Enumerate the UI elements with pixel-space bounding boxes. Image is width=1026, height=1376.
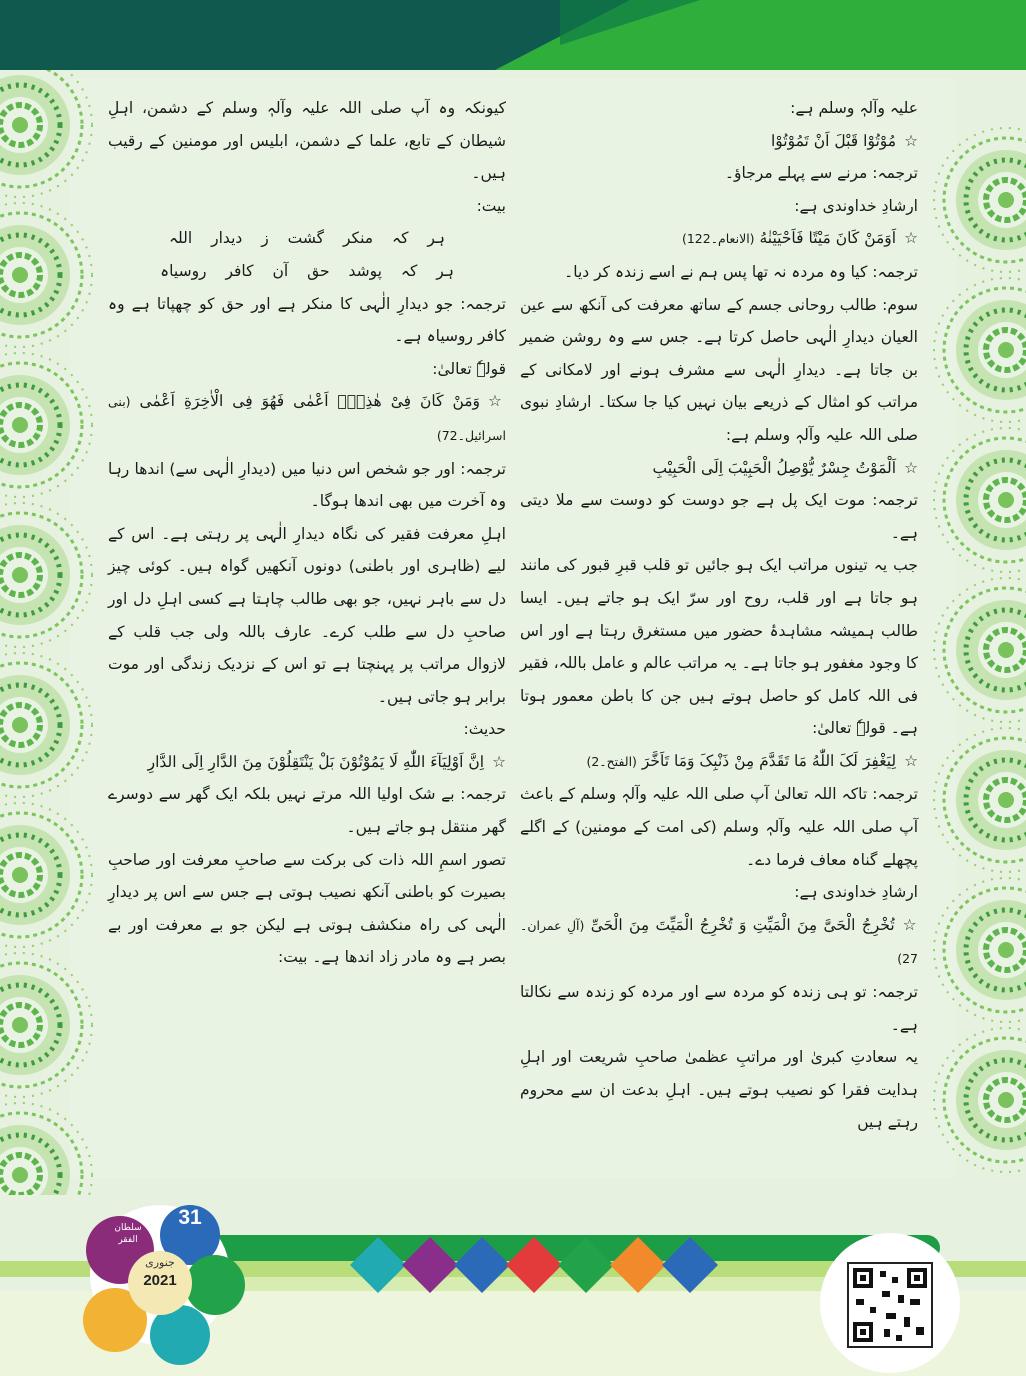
para: ترجمہ: تاکہ اللہ تعالیٰ آپ صلی اللہ علیہ وآلہٖ وسلم کے باعث آپ صلی اللہ علیہ وآلہٖ وسلم (کی امت کے مومنین) کے اگلے پچھلے گناہ معاف فرما دے۔ xyxy=(520,785,918,869)
para: ترجمہ: جو دیدارِ الٰہی کا منکر ہے اور حق کو چھپاتا ہے وہ کافر روسیاہ ہے۔ xyxy=(108,294,506,346)
right-column xyxy=(520,92,918,1139)
para: حدیث: xyxy=(463,720,506,739)
ayah: ☆لِیَغْفِرَ لَکَ اللّٰهُ مَا تَقَدَّمَ مِنْ ذَنْبِکَ وَمَا تَاَخَّرَ (الفتح۔2) xyxy=(586,751,918,770)
left-ornament-column xyxy=(0,70,92,1200)
para: ترجمہ: موت ایک پل ہے جو دوست کو دوست سے ملا دیتی ہے۔ xyxy=(520,491,918,542)
issue-year: 2021 xyxy=(143,1272,177,1289)
star-icon: ☆ xyxy=(904,751,918,770)
para: ارشادِ خداوندی ہے: xyxy=(794,196,918,215)
para: جب یہ تینوں مراتب ایک ہو جائیں تو قلب قبرِ قبور کی مانند ہو جاتا ہے اور قلب، روح اور سرّ ایک ہو جاتے ہیں۔ ایسا طالب ہمیشہ مشاہدۂ حضور میں مستغرق رہتا ہے اور اس کا وجود مغفور ہو جاتا ہے۔ یہ مراتب عالم و عامل باللہ، فقیر فی اللہ کامل کو حاصل ہوتے ہیں جن کا باطن معمور ہوتا ہے۔ قولہٗ تعالیٰ: xyxy=(520,556,918,738)
star-icon: ☆ xyxy=(904,458,918,477)
star-icon: ☆ xyxy=(492,752,506,771)
poem-line: ہر کہ پوشد حق آن کافر روسیاہ xyxy=(160,261,454,280)
ayah: ☆مُوْتُوْا قَبْلَ اَنْ تَمُوْتُوْا xyxy=(770,131,918,150)
para: ترجمہ: بے شک اولیا اللہ مرتے نہیں بلکہ ایک گھر سے دوسرے گھر منتقل ہو جاتے ہیں۔ xyxy=(108,785,506,837)
left-column xyxy=(108,92,506,974)
ayah: ☆اَوَمَنْ کَانَ مَیْتًا فَاَحْیَیْنٰهُ (الانعام۔122) xyxy=(681,229,918,248)
ayah: ☆اَلْمَوْتُ جِسْرٌ یُّوْصِلُ الْحَبِیْبَ اِلَی الْحَبِیْبِ xyxy=(652,458,918,477)
star-icon: ☆ xyxy=(902,915,918,934)
brand-logo-text: سلطان الفقر xyxy=(114,1223,142,1245)
poem-line: ہر کہ منکر گشت ز دیدار اللہ xyxy=(168,229,446,248)
issue-month: جنوری xyxy=(145,1256,175,1269)
para: علیہ وآلہٖ وسلم ہے: xyxy=(790,99,918,117)
qr-code xyxy=(820,1233,960,1373)
page-number: 31 xyxy=(178,1206,202,1229)
star-icon: ☆ xyxy=(904,131,918,150)
ayah: ☆وَمَنْ کَانَ فِیْ هٰذِهٖۤ اَعْمٰی فَهُوَ فِی الْاٰخِرَةِ اَعْمٰی (بنی اسرائیل۔72) xyxy=(108,392,506,443)
right-ornament-column xyxy=(934,128,1026,1172)
para: ارشادِ خداوندی ہے: xyxy=(794,883,918,902)
para: اہلِ معرفت فقیر کی نگاہ دیدارِ الٰہی پر رہتی ہے۔ اس کے لیے (ظاہری اور باطنی) دونوں آنکھیں گواہ ہیں۔ کوئی چیز دل سے باہر نہیں، جو بھی طالب چاہتا ہے کسی اہلِ دل اور صاحبِ دل سے طلب کرے۔ عارف باللہ ولی جب قلب کے لازوال مراتب پر پہنچتا ہے تو اس کے نزدیک زندگی اور موت برابر ہو جاتی ہیں۔ xyxy=(108,524,506,706)
para: ترجمہ: مرنے سے پہلے مرجاؤ۔ xyxy=(724,164,918,183)
ayah: ☆تُخْرِجُ الْحَیَّ مِنَ الْمَیِّتِ وَ تُخْرِجُ الْمَیِّتَ مِنَ الْحَیِّ (آلِ عمران۔27) xyxy=(520,915,918,967)
para: یہ سعادتِ کبریٰ اور مراتبِ عظمیٰ صاحبِ شریعت اور اہلِ ہدایت فقرا کو نصیب ہوتے ہیں۔ اہلِ بدعت ان سے محروم رہتے ہیں xyxy=(520,1048,918,1132)
para: تصور اسمِ اللہ ذات کی برکت سے صاحبِ معرفت اور صاحبِ بصیرت کو باطنی آنکھ نصیب ہوتی ہے جس سے اس پر دیدارِ الٰہی کی راہ منکشف ہوتی ہے لیکن جو بے معرفت اور بے بصر ہے وہ مادر زاد اندھا ہے۔ بیت: xyxy=(108,850,506,967)
para: قولہٗ تعالیٰ: xyxy=(432,359,506,378)
para: ترجمہ: کیا وہ مردہ نہ تھا پس ہم نے اسے زندہ کر دیا۔ xyxy=(564,262,918,281)
para: بیت: xyxy=(476,196,506,215)
ayah: ☆اِنَّ اَوْلِیَآءَ اللّٰهِ لَا یَمُوْتُوْنَ بَلْ یَنْتَقِلُوْنَ مِنَ الدَّارِ اِلَی الدَّارِ xyxy=(147,752,506,771)
para: ترجمہ: اور جو شخص اس دنیا میں (دیدارِ الٰہی سے) اندھا رہا وہ آخرت میں بھی اندھا ہوگا۔ xyxy=(108,459,506,511)
para: کیونکہ وہ آپ صلی اللہ علیہ وآلہٖ وسلم کے دشمن، اہلِ شیطان کے تابع، علما کے دشمن، ابلیس اور مومنین کے رقیب ہیں۔ xyxy=(108,99,506,183)
para: ترجمہ: تو ہی زندہ کو مردہ سے اور مردہ کو زندہ سے نکالتا ہے۔ xyxy=(520,983,918,1034)
para: سوم: طالب روحانی جسم کے ساتھ معرفت کی آنکھ سے عین العیان دیدارِ الٰہی حاصل کرتا ہے۔ جس سے وہ روشن ضمیر بن جاتا ہے۔ دیدارِ الٰہی سے مشرف ہونے اور لامکانی کے مراتب کو امثال کے ذریعے بیان نہیں کیا جا سکتا۔ ارشادِ نبوی صلی اللہ علیہ وآلہٖ وسلم ہے: xyxy=(520,295,918,444)
star-icon: ☆ xyxy=(904,229,918,248)
star-icon: ☆ xyxy=(488,392,506,411)
header-band xyxy=(0,0,1026,78)
